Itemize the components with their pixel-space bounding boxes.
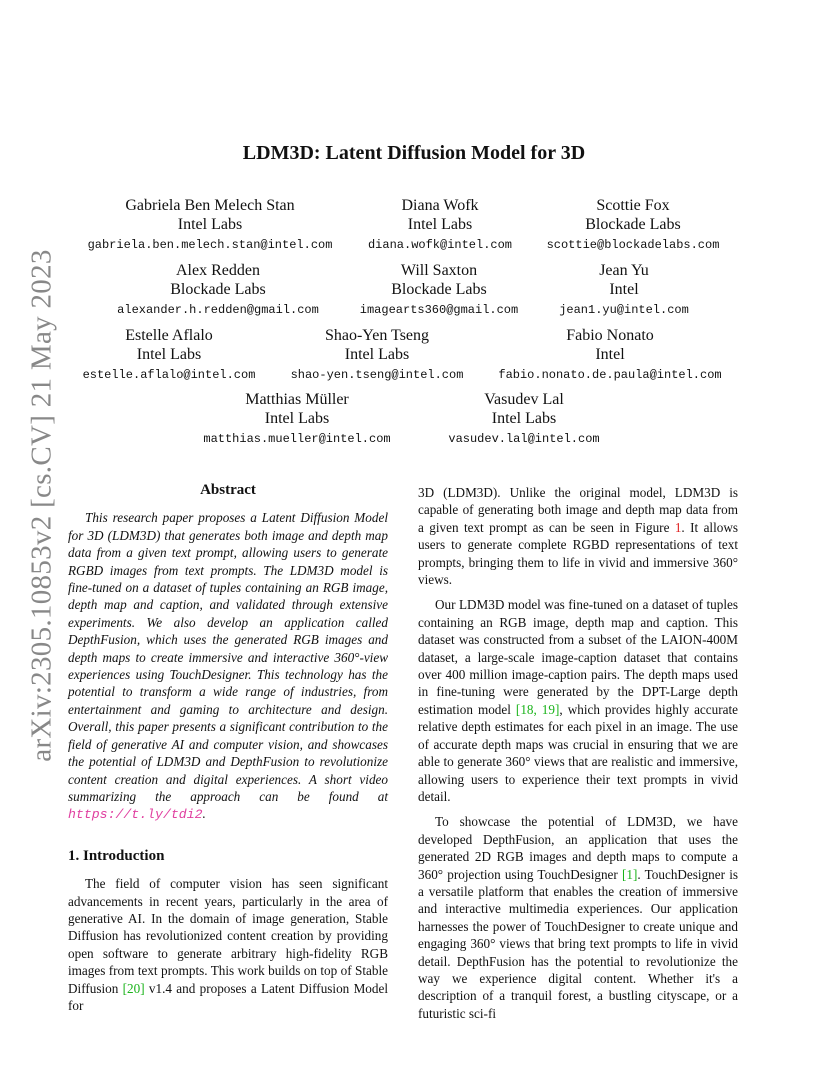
arxiv-id: arXiv:2305.10853v2 [cs.CV] 21 May 2023	[25, 248, 58, 762]
body-text: Our LDM3D model was fine-tuned on a dataset of tuples containing an RGB image, depth map and caption. This dataset was constructed from a subset of the LAION-400M dataset, a large-scale image-caption dataset that contains over 400 million image-caption pairs. The depth maps used in fine-tuning were generated by the DPT-Large depth estimation model	[418, 597, 738, 717]
author-block	[74, 326, 264, 383]
citation-link[interactable]: [20]	[122, 980, 145, 996]
author-block	[528, 196, 738, 253]
arxiv-watermark	[22, 248, 62, 762]
author-affiliation: Blockade Labs	[391, 281, 487, 298]
left-column	[68, 482, 388, 1014]
author-email[interactable]: scottie@blockadelabs.com	[546, 238, 720, 252]
author-block	[544, 261, 704, 318]
author-email[interactable]: estelle.aflalo@intel.com	[82, 368, 256, 382]
author-name: Gabriela Ben Melech Stan	[125, 197, 295, 214]
right-column	[418, 484, 738, 1022]
author-affiliation: Intel	[595, 346, 625, 363]
author-email[interactable]: shao-yen.tseng@intel.com	[290, 368, 464, 382]
intro-text: v1.4 and proposes a Latent Diffusion Model for	[68, 980, 389, 1013]
author-affiliation: Intel Labs	[344, 346, 410, 363]
paper-title: LDM3D: Latent Diffusion Model for 3D	[242, 142, 586, 164]
author-email[interactable]: fabio.nonato.de.paula@intel.com	[498, 368, 722, 382]
author-affiliation: Intel Labs	[136, 346, 202, 363]
author-affiliation: Intel Labs	[177, 216, 243, 233]
intro-paragraph	[68, 875, 388, 1014]
author-name: Estelle Aflalo	[125, 327, 213, 344]
author-block	[60, 196, 360, 253]
author-name: Vasudev Lal	[484, 391, 564, 408]
author-name: Diana Wofk	[401, 197, 479, 214]
body-text: . TouchDesigner is a versatile platform that enables the creation of immersive and interactive multimedia experiences. Our application harnesses the power of TouchDesigner to create unique and engaging 360° views that bring text prompts to life in vivid detail. DepthFusion has the potential to revolutionize the way we experience digital content. Whether it's a description of a tranquil forest, a bustling cityscape, or a futuristic sci-fi	[418, 866, 738, 1021]
author-block	[282, 326, 472, 383]
body-text: . It allows users to generate complete RGBD representations of text prompts, bringing them to life in vivid and immersive 360° views.	[418, 519, 738, 588]
author-name: Fabio Nonato	[566, 327, 654, 344]
citation-link[interactable]: [18, 19]	[515, 701, 560, 717]
author-email[interactable]: alexander.h.redden@gmail.com	[117, 303, 319, 317]
abstract-paragraph	[68, 509, 388, 823]
body-text: To showcase the potential of LDM3D, we have developed DepthFusion, an application that uses the generated 2D RGB images and depth maps to compute a 360° projection using TouchDesigner	[418, 814, 738, 882]
section-heading-introduction: 1. Introduction	[68, 847, 165, 864]
author-email[interactable]: imagearts360@gmail.com	[359, 303, 519, 317]
author-affiliation: Intel	[609, 281, 639, 298]
body-paragraph	[418, 596, 738, 805]
author-email[interactable]: jean1.yu@intel.com	[559, 303, 689, 317]
abstract-heading: Abstract	[200, 482, 256, 498]
author-block	[98, 261, 338, 318]
body-paragraph	[418, 484, 738, 588]
author-block	[340, 196, 540, 253]
figure-link[interactable]: 1	[674, 519, 682, 535]
intro-text: The field of computer vision has seen significant advancements in recent years, particularly in the area of generative AI. In the domain of image generation, Stable Diffusion has revolutionized content creation by providing open software to generate arbitrary high-fidelity RGB images from text prompts. This work builds on top of Stable Diffusion	[68, 876, 388, 996]
author-block	[490, 326, 730, 383]
author-block	[192, 390, 402, 447]
author-block	[436, 390, 612, 447]
body-paragraph	[418, 813, 738, 1022]
body-text: , which provides highly accurate relative depth estimates for each pixel in an image. The use of accurate depth maps was crucial in ensuring that we are able to generate 360° views that are realistic and immersive, allowing users to experience their text prompts in vivid detail.	[418, 701, 738, 804]
abstract-text: This research paper proposes a Latent Diffusion Model for 3D (LDM3D) that generates both image and depth map data from a given text prompt, allowing users to generate RGBD images from text prompts. The LDM3D model is fine-tuned on a dataset of tuples containing an RGB image, depth map and caption, and validated through extensive experiments. We also develop an application called DepthFusion, which uses the generated RGB images and depth maps to create immersive and interactive 360°-view experiences using TouchDesigner. This technology has the potential to transform a wide range of industries, from entertainment and gaming to architecture and design. Overall, this paper presents a significant contribution to the field of generative AI and computer vision, and showcases the potential of LDM3D and DepthFusion to revolutionize content creation and digital experiences. A short video summarizing the approach can be found at	[68, 510, 388, 804]
author-name: Alex Redden	[176, 262, 260, 279]
author-name: Scottie Fox	[596, 197, 670, 214]
author-name: Will Saxton	[400, 262, 478, 279]
author-affiliation: Blockade Labs	[585, 216, 681, 233]
author-email[interactable]: gabriela.ben.melech.stan@intel.com	[87, 238, 333, 252]
author-email[interactable]: matthias.mueller@intel.com	[203, 432, 391, 446]
author-email[interactable]: diana.wofk@intel.com	[367, 238, 513, 252]
author-name: Jean Yu	[599, 262, 649, 279]
video-link[interactable]: https://t.ly/tdi2	[68, 807, 203, 823]
citation-link[interactable]: [1]	[622, 866, 638, 882]
author-block	[344, 261, 534, 318]
author-affiliation: Intel Labs	[407, 216, 473, 233]
author-name: Shao-Yen Tseng	[324, 327, 430, 344]
author-name: Matthias Müller	[245, 391, 349, 408]
author-affiliation: Intel Labs	[491, 410, 557, 427]
author-email[interactable]: vasudev.lal@intel.com	[448, 432, 600, 446]
author-affiliation: Blockade Labs	[170, 281, 266, 298]
body-text: 3D (LDM3D). Unlike the original model, LDM3D is capable of generating both image and depth map data from a given text prompt as can be seen in Figure	[418, 485, 738, 535]
author-affiliation: Intel Labs	[264, 410, 330, 427]
abstract-tail: .	[202, 806, 206, 822]
